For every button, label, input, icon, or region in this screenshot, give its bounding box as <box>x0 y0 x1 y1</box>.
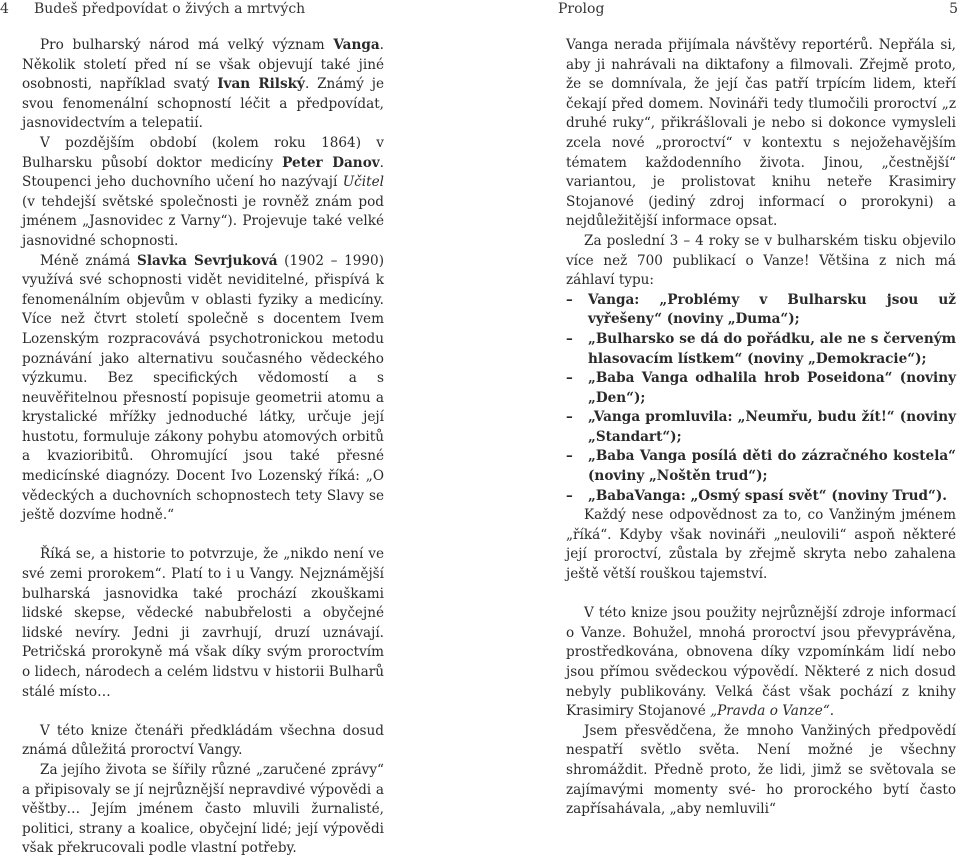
name-ivan-rilsky: Ivan Rilský <box>217 76 305 93</box>
headline-item: – „Vanga promluvila: „Neumřu, budu žít!“ (noviny „Standart“); <box>566 409 956 445</box>
paragraph-book-intro: V této knize čtenáři předkládám všechna dosud známá důležitá proroctví Vangy. <box>22 722 384 759</box>
headline-item: – Vanga: „Problémy v Bulharsku jsou už vyřešeny“ (noviny „Duma“); <box>566 291 956 328</box>
book-title-pravda-o-vanze: „Pravda o Vanze“ <box>710 703 830 720</box>
left-page-number: 4 <box>0 1 9 17</box>
name-slavka-sevrjukova: Slavka Sevrjuková <box>137 252 278 269</box>
paragraph-reporters: Vanga nerada přijímala návštěvy reportérů. Nepřála si, aby ji nahrávali na diktafony a filmovali. Zřejmě proto, že se domnívala, že její čas patří trpícím lidem, kteří čekají před domem. Novináři tedy tlumočili proroctví „z druhé ruky“, přikrášlovali je nebo si dokonce vymysleli zcela nové „proroctví“ v kontextu s nejožehavějším tématem každodenního života. Jinou, „čestnější“ variantou, je prolistovat knihu neteře Krasimiry Stojanové (jediný zdroj informací o prorokyni) a nejdůležitější informace opsat. <box>566 37 956 230</box>
name-vanga: Vanga <box>333 37 380 53</box>
headline-item: – „Baba Vanga odhalila hrob Poseidona“ (noviny „Den“); <box>566 370 956 406</box>
right-running-title: Prolog <box>558 1 605 17</box>
paragraph-rumours: Za jejího života se šířily různé „zaručené zprávy“ a připisovaly se jí nejrůznější nepravdivé výpovědi a věštby… Jejím jménem často mluvili žurnalisté, politici, strany a koalice, obyčejní lidé; její výpovědi však překrucovali podle vlastní potřeby. <box>22 761 384 857</box>
left-page-body <box>22 36 384 859</box>
left-page-header <box>0 0 436 18</box>
headline-item: – „Baba Vanga posílá děti do zázračného kostela“ (noviny „Noštěn trud“); <box>566 448 956 485</box>
paragraph-slavka-sevrjukova: Méně známá Slavka Sevrjuková (1902 – 1990) využívá své schopnosti vidět neviditelné, přispívá k fenomenálním objevům v oblasti fyziky a medicíny. Více než čtvrt století společně s docentem Ivem Lozenským rozpracovává psychotronickou metodu poznávání jako alternativu současného vědeckého výzkumu. Bez specifických vědomostí a s neuvěřitelnou přesností popisuje geometrii atomu a krystalické mřížky jednoduché látky, určuje její hustotu, formuluje zákony pohybu atomových orbitů a kvazioribitů. Ohromující jsou také přesné medicínské diagnózy. Docent Ivo Lozenský říká: „O vědeckých a duchovních schopnostech tety Slavy se ještě dozvíme hodně.“ <box>22 252 385 524</box>
paragraph-prophet-in-own-land: Říká se, a historie to potvrzuje, že „nikdo není ve své zemi prorokem“. Platí to i u Vangy. Nejznámější bulharská jasnovidka také prochází zkouškami lidské skepse, vědecké nabubřelosti a obyčejné lidské nevíry. Jedni ji zavrhují, druzí uznávají. Petričská prorokyně má však díky svým proroctvím o lidech, národech a celém lidstvu v historii Bulharů stálé místo… <box>22 546 384 700</box>
right-page-header <box>556 0 960 18</box>
headline-list <box>566 291 956 507</box>
headline-item: – „BabaVanga: „Osmý spasí svět“ (noviny Trud“). <box>566 487 947 504</box>
paragraph-sources: V této knize jsou použity nejrůznější zdroje informací o Vanze. Bohužel, mnohá proroctví jsou převyprávěna, prostředkována, obnovena díky vzpomínkám lidí nebo jsou přímou svědeckou výpovědí. Některé z nich dosud nebyly publikovány. Velká část však pochází z knihy Krasimiry Stojanové „Pravda o Vanze“. <box>566 605 956 720</box>
headline-item: – „Bulharsko se dá do pořádku, ale ne s červeným hlasovacím lístkem“ (noviny „Demokracie“); <box>566 330 956 367</box>
right-page-body <box>566 36 956 820</box>
left-running-title: Budeš předpovídat o živých a mrtvých <box>34 1 306 17</box>
right-page-number: 5 <box>949 1 958 17</box>
name-peter-danov: Peter Danov <box>282 154 380 171</box>
paragraph-publications: Za poslední 3 – 4 roky se v bulharském tisku objevilo více než 700 publikací o Vanze! Většina z nich má záhlaví typu: <box>566 232 956 289</box>
paragraph-conviction: Jsem přesvědčena, že mnoho Vanžiných předpovědí nespatří světlo světa. Není možné je všechny shromáždit. Předně proto, že lidi, jimž se světovala se zajímavými momenty své- ho prorockého bytí často zapřísahávala, „aby nemluvili“ <box>566 722 956 818</box>
paragraph-peter-danov: V pozdějším období (kolem roku 1864) v Bulharsku působí doktor medicíny Peter Danov. Stoupenci jeho duchovního učení ho nazývají Učitel (v tehdejší světské společnosti je rovněž znám pod jménem „Jasnovidec z Varny“). Projevuje také velké jasnovidné schopnosti. <box>22 134 384 249</box>
term-ucitel: Učitel <box>342 174 384 191</box>
paragraph-responsibility: Každý nese odpovědnost za to, co Vanžiným jménem „říká“. Kdyby však novináři „neulovili“ aspoň některé její proroctví, zůstala by zřejmě skryta nebo zahalena ještě větší rouškou tajemství. <box>566 507 956 583</box>
paragraph-vanga-intro: Pro bulharský národ má velký význam Vanga. Několik století před ní se však objevují také jiné osobnosti, například svatý Ivan Rilský. Známý je svou fenomenální schopností léčit a předpovídat, jasnovidectvím a telepatií. <box>22 37 384 132</box>
